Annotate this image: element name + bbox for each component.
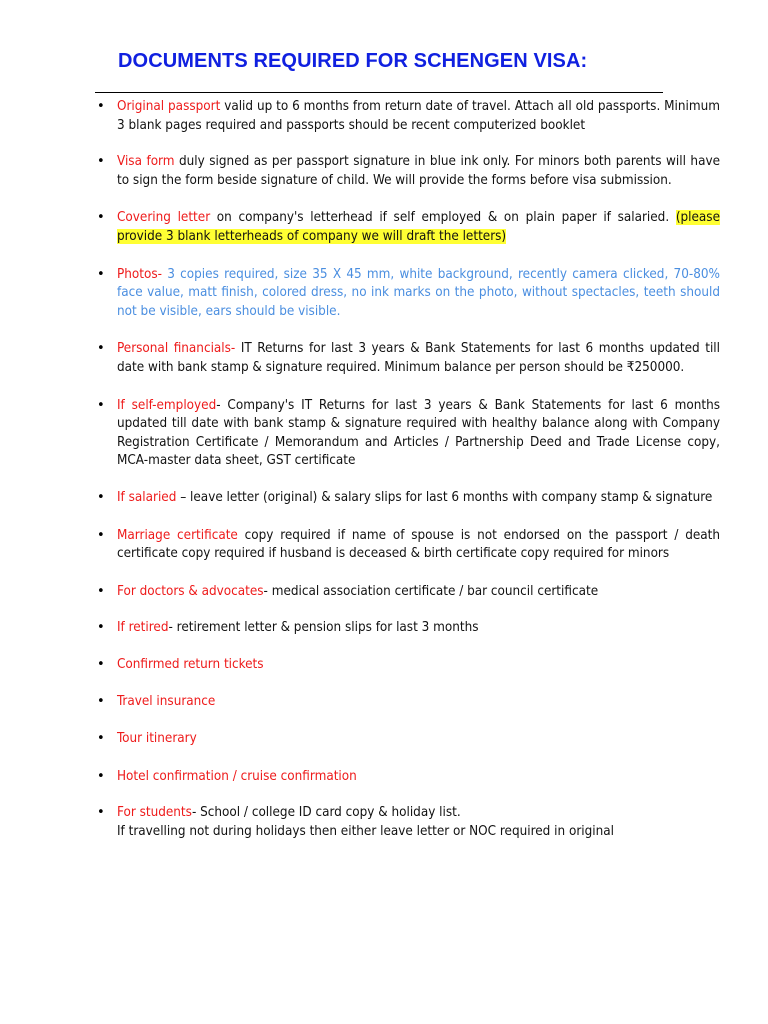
item-label: Original passport [117,99,221,114]
item-text [117,98,720,135]
list-item-hotel-confirmation [0,768,768,787]
item-description: on company's letterhead if self employed & on plain paper if salaried. [210,210,676,226]
item-label: For students [117,805,192,821]
bullet-icon: • [97,768,105,784]
item-label: Photos- [117,266,162,282]
item-description: valid up to 6 months from return date of travel. Attach all old passports. Minimum 3 blank pages required and passports should be recent computerized booklet [117,99,720,133]
item-text [117,768,720,787]
item-text [117,209,720,246]
item-label: Personal financials- [117,341,236,357]
item-label: Covering letter [117,210,211,226]
highlighted-note: (please provide 3 blank letterheads of company we will draft the letters) [117,210,720,244]
list-item-tour-itinerary [0,730,768,749]
item-text [117,804,720,841]
item-text [117,730,720,749]
item-text [117,489,720,508]
item-description: duly signed as per passport signature in blue ink only. For minors both parents will have to sign the form beside signature of child. We will provide the forms before visa submission. [117,154,720,188]
bullet-icon: • [97,694,105,710]
list-item-retired [0,619,768,638]
item-description: 3 copies required, size 35 X 45 mm, white background, recently camera clicked, 70-80% face value, matt finish, colored dress, no ink marks on the photo, without spectacles, teeth should not be visible, ears should be visible. [117,266,720,319]
bullet-icon: • [97,805,105,821]
item-description: - medical association certificate / bar council certificate [263,583,599,599]
list-item-students [0,804,768,841]
list-item-self-employed [0,397,768,471]
bullet-icon: • [97,341,105,357]
item-note: If travelling not during holidays then either leave letter or NOC required in original [117,823,614,839]
item-description: – leave letter (original) & salary slips for last 6 months with company stamp & signature [176,489,713,505]
item-text [117,583,720,602]
bullet-icon: • [97,266,105,282]
item-label: Travel insurance [117,694,216,710]
list-item-return-tickets [0,656,768,675]
bullet-icon: • [97,527,105,543]
item-text [117,527,720,564]
bullet-icon: • [97,656,105,672]
item-description: IT Returns for last 3 years & Bank Statements for last 6 months updated till date with bank stamp & signature required. Minimum balance per person should be ₹250000. [117,341,721,375]
list-item-salaried [0,489,768,508]
list-item-visa-form [0,153,768,190]
bullet-icon: • [97,489,105,505]
item-text [117,397,720,471]
item-text [117,619,720,638]
list-item-doctors-advocates [0,583,768,602]
item-label: If retired [117,620,169,636]
bullet-icon: • [97,99,105,114]
item-text [117,656,720,675]
requirements-list [0,98,768,841]
item-text [117,153,720,190]
item-description: - Company's IT Returns for last 3 years & Bank Statements for last 6 months updated till date with bank stamp & signature required with healthy balance along with Company Registration Certificate / Memorandum and Articles / Partnership Deed and Trade License copy, MCA-master data sheet, GST certificate [117,397,720,469]
item-description: - retirement letter & pension slips for last 3 months [168,620,479,636]
list-item-original-passport [0,98,768,135]
bullet-icon: • [97,154,105,170]
item-label: If self-employed [117,397,217,413]
item-label: Hotel confirmation / cruise confirmation [117,768,357,784]
list-item-personal-financials [0,340,768,377]
page-title: DOCUMENTS REQUIRED FOR SCHENGEN VISA: [118,50,588,72]
item-label: Confirmed return tickets [117,656,264,672]
item-label: Marriage certificate [117,527,238,543]
title-underline [95,92,663,93]
bullet-icon: • [97,397,105,413]
list-item-travel-insurance [0,693,768,712]
item-text [117,340,720,377]
item-description: - School / college ID card copy & holiday list. [191,805,461,821]
item-description: copy required if name of spouse is not endorsed on the passport / death certificate copy required if husband is deceased & birth certificate copy required for minors [117,527,720,562]
item-label: For doctors & advocates [117,583,264,599]
item-label: If salaried [117,489,177,505]
item-label: Tour itinerary [117,731,197,747]
list-item-marriage-certificate [0,527,768,564]
item-label: Visa form [117,154,175,170]
item-text [117,693,720,712]
bullet-icon: • [97,731,105,747]
bullet-icon: • [97,210,105,226]
list-item-covering-letter [0,209,768,246]
bullet-icon: • [97,620,105,636]
bullet-icon: • [97,583,105,599]
list-item-photos [0,266,768,322]
item-text [117,266,720,322]
